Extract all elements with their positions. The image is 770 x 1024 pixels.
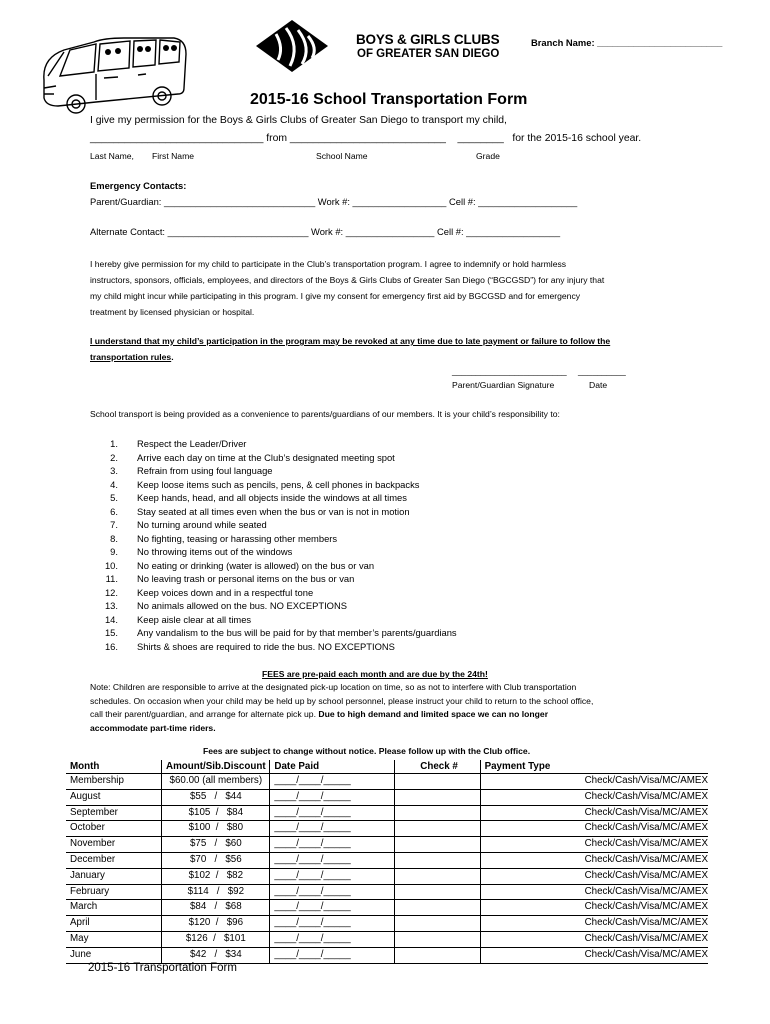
amount-cell: $120 / $96 [162,916,270,932]
table-row [66,916,708,932]
consent-paragraph [90,256,604,320]
revoke-line: I understand that my child’s participation in the program may be revoked at any time due to late payment or failure to follow the [90,336,611,346]
amount-cell: $55 / $44 [162,789,270,805]
month-cell: August [66,789,162,805]
label-grade: Grade [476,151,500,161]
table-row [66,821,708,837]
consent-line: instructors, sponsors, officials, employees, and directors of the Boys & Girls Clubs of Greater San Diego (“BGCGSD”) for any injury that [90,275,605,285]
rule-number: 13. [104,600,118,611]
date-paid-field[interactable]: ____/____/_____ [270,774,394,790]
payment-type-options[interactable]: Check/Cash/Visa/MC/AMEX [480,868,708,884]
payment-type-options[interactable]: Check/Cash/Visa/MC/AMEX [480,900,708,916]
signature-label: Parent/Guardian Signature [452,380,555,390]
consent-line: my child might incur while participating in this program. I give my consent for emergency first aid by BGCGSD and for emergency [90,291,581,301]
rule-item [92,613,512,627]
table-row [66,931,708,947]
consent-line: I hereby give permission for my child to participate in the Club’s transportation program. I agree to indemnify or hold harmless [90,259,567,269]
date-paid-field[interactable]: ____/____/_____ [270,868,394,884]
rule-text: No fighting, teasing or harassing other members [137,532,338,544]
date-paid-field[interactable]: ____/____/_____ [270,837,394,853]
rule-number: 15. [104,627,118,638]
rule-text: No animals allowed on the bus. NO EXCEPTIONS [137,600,347,611]
month-cell: March [66,900,162,916]
check-number-field[interactable] [394,884,480,900]
rule-number: 16. [104,640,118,652]
rule-text: Shirts & shoes are required to ride the bus. NO EXCEPTIONS [137,640,395,652]
date-paid-field[interactable]: ____/____/_____ [270,789,394,805]
date-paid-field[interactable]: ____/____/_____ [270,884,394,900]
rule-text: Keep voices down and in a respectful tone [137,586,314,598]
rule-number: 12. [104,586,118,598]
alternate-contact-fields[interactable]: Alternate Contact: ___________________________ Work #: _________________ Cell #: __________________ [90,226,561,237]
month-cell: February [66,884,162,900]
parent-contact-fields[interactable]: Parent/Guardian: _____________________________ Work #: __________________ Cell #: ___________________ [90,196,578,207]
branch-name-field[interactable]: Branch Name: ________________________ [531,37,723,48]
amount-cell: $70 / $56 [162,852,270,868]
rule-number: 4. [110,478,118,490]
check-number-field[interactable] [394,868,480,884]
check-number-field[interactable] [394,837,480,853]
date-label: Date [589,380,608,390]
col-check: Check # [394,760,480,774]
note-line-bold: accommodate part-time riders. [90,722,216,733]
check-number-field[interactable] [394,774,480,790]
col-month: Month [66,760,162,774]
check-number-field[interactable] [394,931,480,947]
month-cell: April [66,916,162,932]
rule-number: 14. [104,613,118,625]
signature-line[interactable]: ________________________ [452,366,567,376]
rule-number: 8. [110,532,118,544]
revoke-notice [90,333,610,365]
col-payment-type: Payment Type [484,761,551,772]
rule-item [92,478,512,492]
emergency-heading: Emergency Contacts: [90,180,187,191]
month-cell: December [66,852,162,868]
check-number-field[interactable] [394,916,480,932]
revoke-line: transportation rules [90,352,172,362]
table-row [66,868,708,884]
payment-type-options[interactable]: Check/Cash/Visa/MC/AMEX [480,852,708,868]
payment-type-options[interactable]: Check/Cash/Visa/MC/AMEX [480,774,708,790]
date-paid-field[interactable]: ____/____/_____ [270,852,394,868]
rule-text: Arrive each day on time at the Club’s designated meeting spot [137,451,395,463]
permission-line: I give my permission for the Boys & Girls Clubs of Greater San Diego to transport my child, [90,115,507,126]
payment-type-options[interactable]: Check/Cash/Visa/MC/AMEX [480,837,708,853]
rule-item [92,559,512,573]
fees-change-notice: Fees are subject to change without notice. Please follow up with the Club office. [203,746,531,756]
fees-note [90,681,593,735]
payment-type-options[interactable]: Check/Cash/Visa/MC/AMEX [480,821,708,837]
note-line-bold: Due to high demand and limited space we can no longer [318,709,549,720]
rule-item [92,599,512,613]
payment-type-options[interactable]: Check/Cash/Visa/MC/AMEX [480,916,708,932]
rule-item [92,505,512,519]
rule-number: 11. [105,573,118,584]
date-paid-field[interactable]: ____/____/_____ [270,805,394,821]
payment-type-options[interactable]: Check/Cash/Visa/MC/AMEX [480,884,708,900]
rule-number: 1. [110,438,118,449]
col-date-paid: Date Paid [270,760,394,774]
org-name: BOYS & GIRLS CLUBS [356,32,500,47]
rule-text: No throwing items out of the windows [137,546,293,557]
rules-list [92,437,512,653]
amount-cell: $100 / $80 [162,821,270,837]
check-number-field[interactable] [394,805,480,821]
van-illustration [34,28,192,118]
date-paid-field[interactable]: ____/____/_____ [270,821,394,837]
label-first-name: First Name [152,151,195,161]
note-line: Note: Children are responsible to arrive at the designated pick-up location on time, so as not to interfere with Club transportation [90,682,577,692]
amount-cell: $42 / $34 [162,947,270,963]
check-number-field[interactable] [394,821,480,837]
label-last-name: Last Name, [90,151,134,161]
revoke-period: . [171,352,174,362]
amount-cell: $75 / $60 [162,837,270,853]
rule-item [92,626,512,640]
rule-text: Respect the Leader/Driver [137,438,247,449]
table-row [66,805,708,821]
payment-type-options[interactable]: Check/Cash/Visa/MC/AMEX [480,805,708,821]
check-number-field[interactable] [394,900,480,916]
rule-item [92,491,512,505]
month-cell: September [66,805,162,821]
fees-heading: FEES are pre-paid each month and are due by the 24th! [262,669,488,679]
amount-cell: $84 / $68 [162,900,270,916]
rule-number: 2. [110,451,118,463]
footer-title: 2015-16 Transportation Form [88,962,237,974]
child-info-fields[interactable]: ______________________________ from ___________________________ ________ for the 2015-16 school year. [90,133,642,144]
form-title: 2015-16 School Transportation Form [250,91,528,108]
month-cell: November [66,837,162,853]
check-number-field[interactable] [394,789,480,805]
amount-cell: $114 / $92 [162,884,270,900]
rule-item [92,451,512,465]
rule-text: No eating or drinking (water is allowed) on the bus or van [137,559,375,571]
rule-item [92,586,512,600]
month-cell: June [66,947,162,963]
month-cell: Membership [66,774,162,790]
label-school-name: School Name [316,151,368,161]
note-line: schedules. On occasion when your child may be held up by school personnel, please instruct your child to return to the school office, [90,695,594,706]
col-amount: Amount/Sib.Discount [162,760,270,774]
rule-item [92,532,512,546]
rule-text: Keep aisle clear at all times [137,613,252,625]
fee-table [66,760,708,964]
org-subname: OF GREATER SAN DIEGO [357,48,500,60]
rule-item [92,437,512,451]
table-row [66,789,708,805]
table-row [66,947,708,963]
rule-text: Keep loose items such as pencils, pens, & cell phones in backpacks [137,478,420,490]
month-cell: January [66,868,162,884]
amount-cell: $60.00 (all members) [162,774,270,790]
amount-cell: $102 / $82 [162,868,270,884]
rule-item [92,640,512,654]
table-row [66,884,708,900]
date-paid-field[interactable]: ____/____/_____ [270,916,394,932]
amount-cell: $126 / $101 [162,931,270,947]
date-paid-field[interactable]: ____/____/_____ [270,900,394,916]
rule-text: Refrain from using foul language [137,465,273,476]
rule-number: 7. [110,519,118,530]
month-cell: October [66,821,162,837]
table-row [66,900,708,916]
note-line: call their parent/guardian, and arrange for alternate pick up. [90,709,319,720]
table-row [66,774,708,790]
consent-line: treatment by licensed physician or hospital. [90,307,255,317]
check-number-field[interactable] [394,852,480,868]
payment-type-options[interactable]: Check/Cash/Visa/MC/AMEX [480,789,708,805]
rule-item [92,518,512,532]
date-line[interactable]: __________ [578,366,626,376]
rule-item [92,572,512,586]
rule-text: Keep hands, head, and all objects inside the windows at all times [137,492,407,503]
amount-cell: $105 / $84 [162,805,270,821]
rule-text: No turning around while seated [137,519,267,530]
table-row [66,837,708,853]
month-cell: May [66,931,162,947]
date-paid-field[interactable]: ____/____/_____ [270,931,394,947]
rule-item [92,464,512,478]
date-paid-field[interactable]: ____/____/_____ [270,947,394,963]
check-number-field[interactable] [394,947,480,963]
payment-type-options[interactable]: Check/Cash/Visa/MC/AMEX [480,947,708,963]
table-row [66,852,708,868]
bgc-logo-icon [256,20,348,72]
payment-type-options[interactable]: Check/Cash/Visa/MC/AMEX [480,931,708,947]
rule-number: 9. [110,546,118,557]
rule-text: Any vandalism to the bus will be paid for by that member’s parents/guardians [137,627,457,638]
rule-number: 5. [110,492,118,503]
rule-item [92,545,512,559]
rule-number: 10. [104,559,118,571]
rule-text: No leaving trash or personal items on the bus or van [137,573,355,584]
rule-number: 3. [110,465,118,476]
rule-text: Stay seated at all times even when the bus or van is not in motion [137,505,410,517]
rule-number: 6. [110,505,118,517]
responsibility-intro: School transport is being provided as a convenience to parents/guardians of our members. It is your child’s responsibility to: [90,409,560,419]
